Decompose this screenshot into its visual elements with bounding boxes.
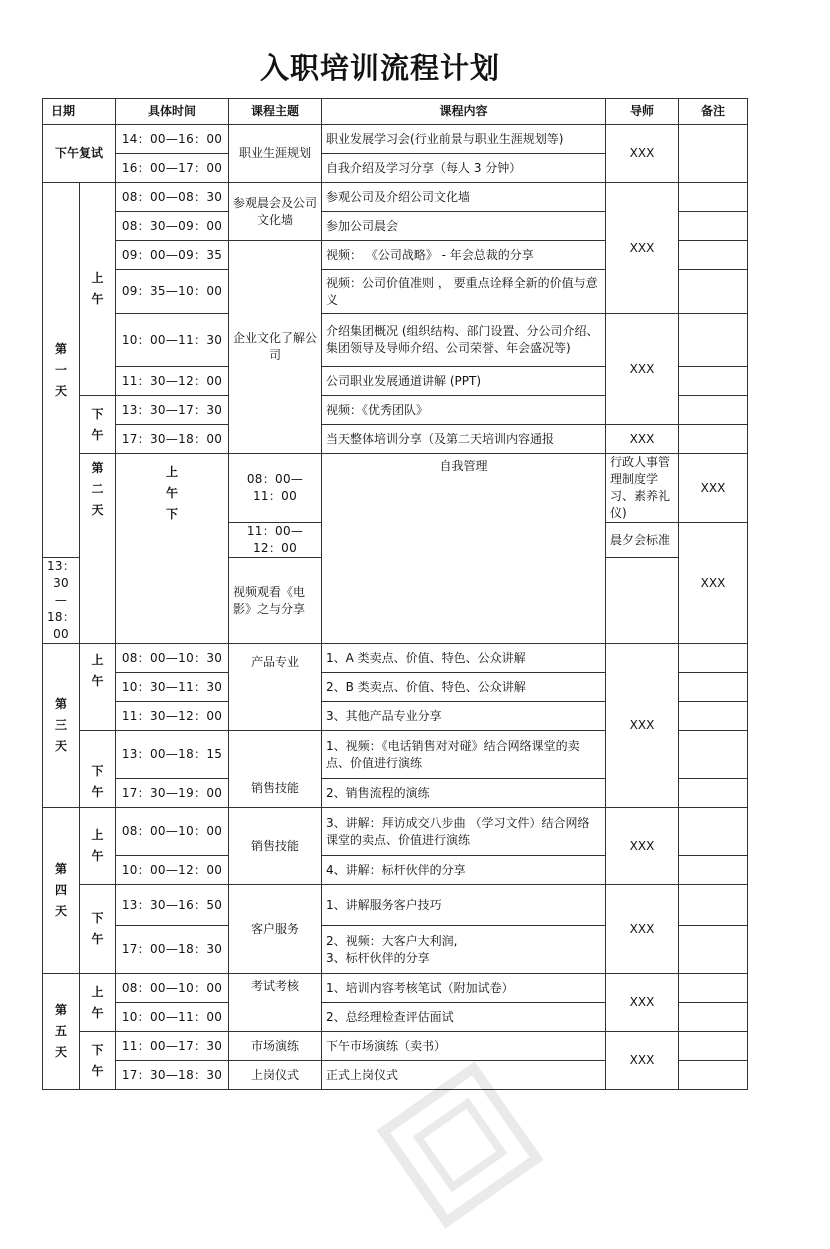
note-cell — [679, 396, 748, 425]
mentor-cell: XXX — [679, 523, 748, 644]
content-cell — [322, 926, 606, 974]
mentor-cell: XXX — [606, 425, 679, 454]
time-cell: 14：00—16：00 — [116, 125, 229, 154]
mentor-cell: XXX — [679, 454, 748, 523]
day-label-4 — [43, 808, 80, 974]
topic-cell: 销售技能 — [229, 808, 322, 885]
time-cell: 10：00—12：00 — [116, 856, 229, 885]
topic-cell: 上岗仪式 — [229, 1061, 322, 1090]
content-cell: 介绍集团概况 (组织结构、部门设置、分公司介绍、集团领导及导师介绍、公司荣誉、年会盛况等) — [322, 314, 606, 367]
topic-cell: 自我管理 — [322, 454, 606, 644]
day-label-1 — [43, 183, 80, 558]
mentor-cell: XXX — [606, 885, 679, 974]
note-cell — [679, 644, 748, 673]
table-row — [43, 1032, 748, 1061]
content-cell: 1、讲解服务客户技巧 — [322, 885, 606, 926]
time-cell: 10：30—11：30 — [116, 673, 229, 702]
half-pm-text: 下午 — [91, 1042, 104, 1078]
content-cell: 2、B 类卖点、价值、特色、公众讲解 — [322, 673, 606, 702]
time-cell: 10：00—11：00 — [116, 1003, 229, 1032]
topic-cell: 市场演练 — [229, 1032, 322, 1061]
half-label-pm — [80, 731, 116, 808]
content-cell: 公司职业发展通道讲解 (PPT) — [322, 367, 606, 396]
topic-cell: 产品专业 — [229, 644, 322, 731]
content-cell: 当天整体培训分享（及第二天培训内容通报 — [322, 425, 606, 454]
time-cell: 13：30—16：50 — [116, 885, 229, 926]
time-cell: 17：30—18：30 — [116, 1061, 229, 1090]
mentor-cell: XXX — [606, 644, 679, 808]
half-am-text: 上午 — [91, 271, 104, 306]
note-cell — [679, 367, 748, 396]
day-label-review: 下午复试 — [43, 125, 116, 183]
half-label-pm — [80, 1032, 116, 1090]
time-cell: 08：00—10：30 — [116, 644, 229, 673]
note-cell — [679, 673, 748, 702]
note-cell — [679, 731, 748, 779]
content-cell: 参观公司及介绍公司文化墙 — [322, 183, 606, 212]
note-cell — [606, 558, 679, 644]
half-label-pm — [80, 885, 116, 974]
header-content: 课程内容 — [322, 99, 606, 125]
time-cell: 08：30—09：00 — [116, 212, 229, 241]
time-cell: 10：00—11：30 — [116, 314, 229, 367]
training-schedule-table — [42, 98, 748, 1090]
day-1-text: 第一天 — [54, 341, 67, 398]
topic-cell: 销售技能 — [229, 731, 322, 808]
time-cell: 13：30—18：00 — [43, 558, 80, 644]
table-row — [43, 454, 748, 523]
note-cell — [679, 779, 748, 808]
half-am-text: 上午 — [91, 653, 104, 688]
note-cell — [679, 125, 748, 183]
half-pm-text: 下午 — [91, 764, 104, 799]
content-cell: 1、A 类卖点、价值、特色、公众讲解 — [322, 644, 606, 673]
content-cell: 3、其他产品专业分享 — [322, 702, 606, 731]
half-pm-text: 下午 — [91, 406, 104, 442]
document-title: 入职培训流程计划 — [259, 51, 500, 85]
note-cell — [679, 212, 748, 241]
note-cell — [679, 974, 748, 1003]
header-note: 备注 — [679, 99, 748, 125]
day-label-3 — [43, 644, 80, 808]
table-row — [43, 644, 748, 673]
note-cell — [679, 314, 748, 367]
time-cell: 13：00—18：15 — [116, 731, 229, 779]
topic-cell: 客户服务 — [229, 885, 322, 974]
content-cell: 参加公司晨会 — [322, 212, 606, 241]
half-am-text: 上午 — [91, 984, 104, 1020]
half-label-am — [116, 454, 229, 644]
table-row — [43, 885, 748, 926]
content-cell: 2、销售流程的演练 — [322, 779, 606, 808]
content-cell: 2、总经理检查评估面试 — [322, 1003, 606, 1032]
note-cell — [679, 1061, 748, 1090]
time-cell: 13：30—17：30 — [116, 396, 229, 425]
table-row — [43, 425, 748, 454]
note-cell — [679, 183, 748, 212]
note-cell — [679, 885, 748, 926]
content-cell: 视频：《优秀团队》 — [322, 396, 606, 425]
content-cell: 4、讲解：标杆伙伴的分享 — [322, 856, 606, 885]
content-cell: 自我介绍及学习分享（每人 3 分钟） — [322, 154, 606, 183]
time-cell: 08：00—10：00 — [116, 974, 229, 1003]
day-label-5 — [43, 974, 80, 1090]
topic-cell: 参观晨会及公司文化墙 — [229, 183, 322, 241]
note-cell — [679, 926, 748, 974]
mentor-cell: XXX — [606, 808, 679, 885]
content-cell: 视频：公司价值准则 ， 要重点诠释全新的价值与意义 — [322, 270, 606, 314]
time-cell: 11：00—17：30 — [116, 1032, 229, 1061]
time-cell: 17：30—19：00 — [116, 779, 229, 808]
content-cell: 视频： 《公司战略》 - 年会总裁的分享 — [322, 241, 606, 270]
time-cell: 11：30—12：00 — [116, 367, 229, 396]
note-cell — [679, 270, 748, 314]
half-label-am — [80, 183, 116, 396]
mentor-cell: XXX — [606, 314, 679, 425]
day-2-text: 第二天 — [91, 461, 104, 517]
time-cell: 08：00—11：00 — [229, 454, 322, 523]
topic-cell: 考试考核 — [229, 974, 322, 1032]
content-line: 3、标杆伙伴的分享 — [326, 950, 430, 965]
note-cell — [679, 702, 748, 731]
header-time: 具体时间 — [116, 99, 229, 125]
time-cell: 11：00—12：00 — [229, 523, 322, 558]
time-cell: 08：00—08：30 — [116, 183, 229, 212]
half-label-am — [80, 644, 116, 731]
mentor-cell: XXX — [606, 183, 679, 314]
content-cell: 晨夕会标准 — [606, 523, 679, 558]
day-4-text: 第四天 — [54, 862, 67, 918]
half-pm-text: 下午 — [91, 911, 104, 946]
content-cell: 下午市场演练（卖书） — [322, 1032, 606, 1061]
half-am-text: 上午 — [91, 828, 104, 863]
note-cell — [679, 425, 748, 454]
mentor-cell: XXX — [606, 1032, 679, 1090]
time-cell: 09：00—09：35 — [116, 241, 229, 270]
table-row — [43, 808, 748, 856]
topic-cell: 企业文化了解公司 — [229, 241, 322, 454]
half-label-pm — [80, 396, 116, 454]
time-cell: 17：30—18：00 — [116, 425, 229, 454]
time-cell: 08：00—10：00 — [116, 808, 229, 856]
note-cell — [679, 856, 748, 885]
table-row — [43, 974, 748, 1003]
header-date: 日期 — [43, 99, 116, 125]
half-pm-cut-text: 下 — [166, 507, 179, 521]
content-cell: 正式上岗仪式 — [322, 1061, 606, 1090]
note-cell — [679, 1032, 748, 1061]
content-line: 2、视频：大客户大利润, — [326, 933, 458, 948]
note-cell — [679, 808, 748, 856]
content-cell: 3、讲解：拜访成交八步曲 （学习文件）结合网络课堂的卖点、价值进行演练 — [322, 808, 606, 856]
table-row — [43, 125, 748, 154]
content-cell: 视频观看《电影》之与分享 — [229, 558, 322, 644]
mentor-cell: XXX — [606, 125, 679, 183]
table-row — [43, 183, 748, 212]
note-cell — [679, 1003, 748, 1032]
table-row — [43, 314, 748, 367]
topic-cell: 职业生涯规划 — [229, 125, 322, 183]
header-row — [43, 99, 748, 125]
header-topic: 课程主题 — [229, 99, 322, 125]
time-cell: 11：30—12：00 — [116, 702, 229, 731]
day-5-text: 第五天 — [54, 1003, 67, 1059]
note-cell — [679, 241, 748, 270]
day-3-text: 第三天 — [54, 697, 67, 753]
header-mentor: 导师 — [606, 99, 679, 125]
half-am-text: 上午 — [166, 465, 179, 500]
day-label-2 — [80, 454, 116, 644]
time-cell: 16：00—17：00 — [116, 154, 229, 183]
half-label-am — [80, 808, 116, 885]
mentor-cell: XXX — [606, 974, 679, 1032]
content-cell: 行政人事管理制度学习、素养礼仪) — [606, 454, 679, 523]
content-cell: 1、培训内容考核笔试（附加试卷） — [322, 974, 606, 1003]
time-cell: 09：35—10：00 — [116, 270, 229, 314]
time-cell: 17：00—18：30 — [116, 926, 229, 974]
half-label-am — [80, 974, 116, 1032]
content-cell: 职业发展学习会(行业前景与职业生涯规划等) — [322, 125, 606, 154]
content-cell: 1、视频：《电话销售对对碰》结合网络课堂的卖点、价值进行演练 — [322, 731, 606, 779]
